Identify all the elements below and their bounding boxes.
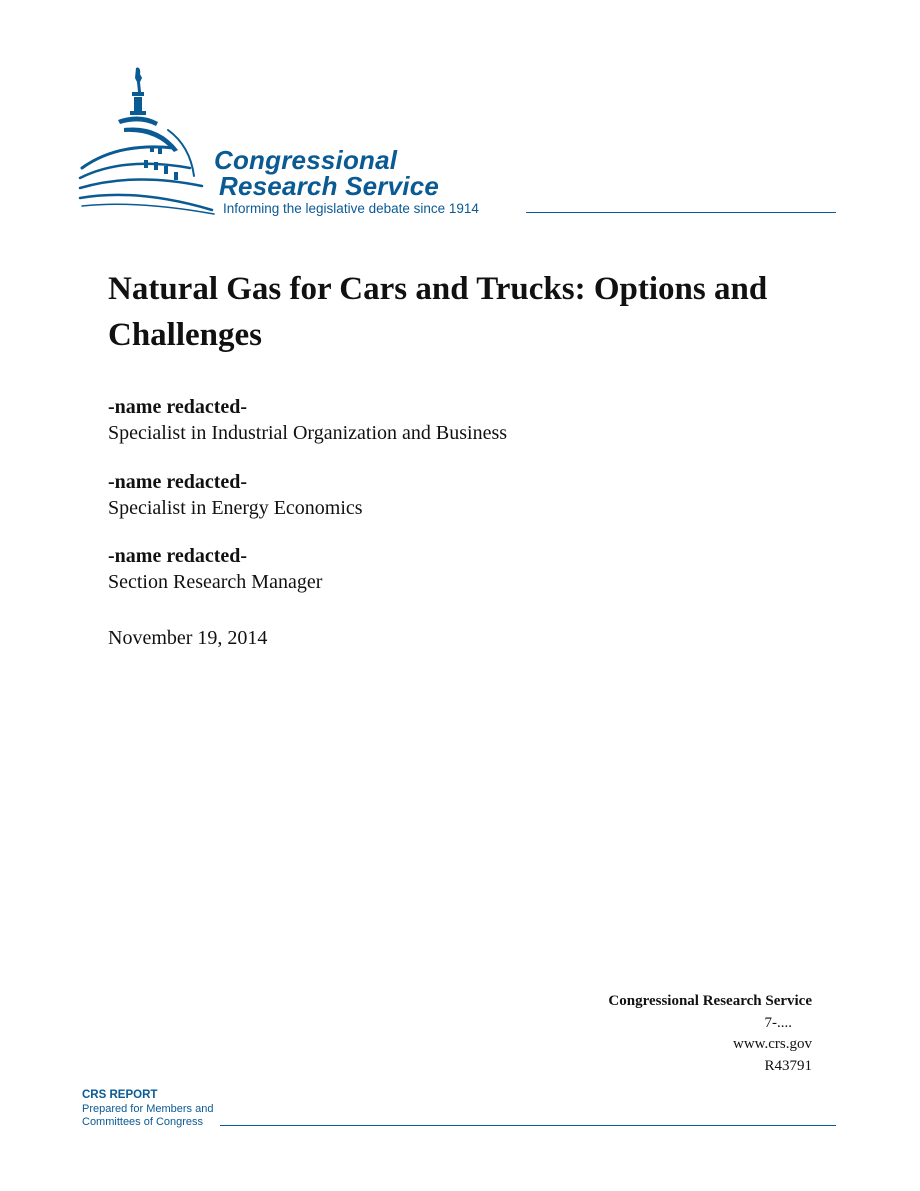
footer-divider	[220, 1125, 836, 1126]
author-role: Section Research Manager	[108, 571, 323, 593]
crs-report-line2: Committees of Congress	[82, 1116, 204, 1128]
crs-report-heading: CRS REPORT	[82, 1089, 158, 1101]
report-title: Natural Gas for Cars and Trucks: Options and Challenges	[108, 271, 768, 353]
logo-name-line2: Research Service	[219, 171, 440, 201]
header-divider	[526, 212, 836, 213]
author-name: -name redacted-	[108, 471, 248, 493]
author-name: -name redacted-	[108, 545, 248, 567]
crs-report-label	[82, 1089, 213, 1130]
author-role: Specialist in Industrial Organization and Business	[108, 422, 508, 444]
author-name: -name redacted-	[108, 396, 248, 418]
report-number: R43791	[764, 1057, 812, 1074]
publisher-name: Congressional Research Service	[608, 993, 812, 1009]
logo-name-line1: Congressional	[214, 145, 398, 175]
author-role: Specialist in Energy Economics	[108, 497, 363, 519]
report-date: November 19, 2014	[108, 627, 268, 649]
crs-report-line1: Prepared for Members and	[82, 1102, 214, 1115]
publisher-block	[608, 991, 812, 1077]
publisher-url: www.crs.gov	[732, 1036, 812, 1052]
publisher-phone: 7-....	[764, 1014, 792, 1031]
author-block	[108, 543, 808, 595]
capitol-dome-icon	[78, 64, 218, 220]
logo-tagline: Informing the legislative debate since 1914	[223, 201, 479, 216]
author-block	[108, 394, 808, 446]
author-block	[108, 469, 808, 521]
